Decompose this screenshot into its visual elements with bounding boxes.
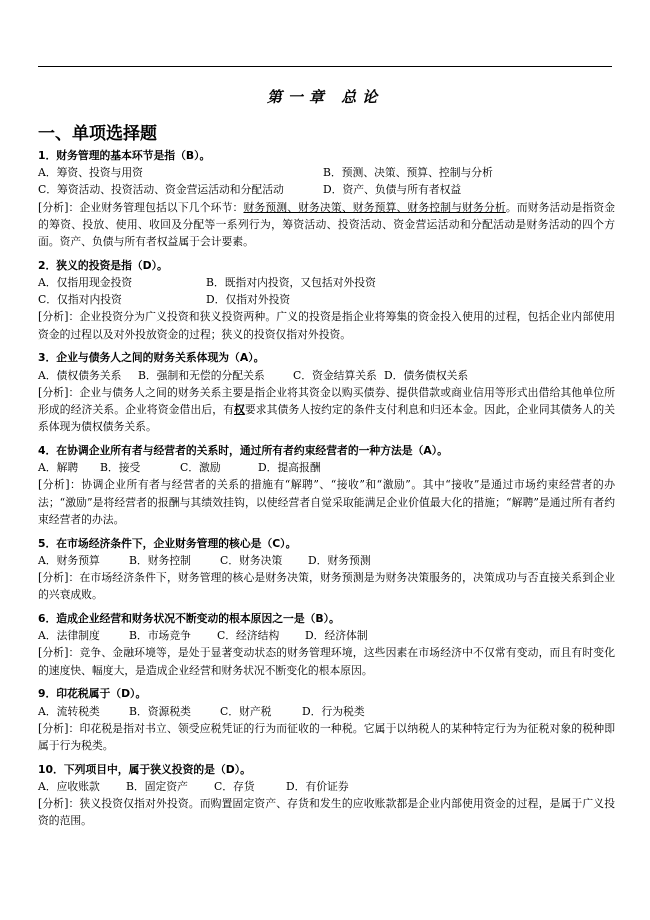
option-a: A．仅指用现金投资 (38, 276, 133, 290)
option-c: C．仅指对内投资 (38, 293, 122, 307)
analysis-part: 要求其债务人按约定的条件支付利息和归还本金。因此，企业同其债务人的关系体现为债权债务关系。 (38, 403, 616, 434)
option-b: B．固定资产 (126, 780, 188, 794)
option-d: D．仅指对外投资 (206, 293, 291, 307)
analysis-part: [分析]：企业与债务人之间的财务关系主要是指企业将其资金以购买债券、提供借款或商业信用等形式出借给其他单位所形成的经济关系。企业将资金借出后，有 (38, 385, 615, 417)
question-10 (38, 761, 615, 830)
option-b: B．强制和无偿的分配关系 (138, 368, 265, 382)
option-a: A．解聘 (38, 461, 79, 475)
question-2 (38, 257, 615, 343)
option-d: D．经济体制 (305, 629, 368, 643)
options-row (38, 459, 615, 476)
options-row (38, 274, 615, 291)
analysis-part: 。而财务活动是指资金的筹资、投放、使用、收回及分配等一系列行为，筹资活动、投资活动、资金营运活动和分配活动是财务活动的四个方面。资产、负债与所有者权益属于会计要素。 (38, 200, 616, 249)
question-1 (38, 147, 615, 250)
question-5 (38, 535, 615, 604)
option-c: C．经济结构 (217, 629, 280, 643)
analysis-underlined: 财务预测、财务决策、财务预算、财务控制与财务分析 (243, 200, 506, 214)
option-c: C．存货 (214, 780, 255, 794)
analysis-text (38, 384, 615, 436)
analysis-text: [分析]：在市场经济条件下，财务管理的核心是财务决策，财务预测是为财务决策服务的，决策成功与否直接关系到企业的兴衰成败。 (38, 571, 615, 602)
chapter-title: 第一章 总论 (266, 88, 384, 106)
analysis-emphasis: 权 (234, 403, 245, 417)
question-6 (38, 610, 615, 679)
question-list (38, 147, 615, 836)
question-9 (38, 685, 615, 754)
question-title: 2．狭义的投资是指（D）。 (38, 258, 168, 272)
options-row (38, 164, 615, 181)
question-4 (38, 442, 615, 528)
question-title: 4．在协调企业所有者与经营者的关系时，通过所有者约束经营者的一种方法是（A）。 (38, 444, 448, 458)
options-row (38, 703, 615, 720)
option-a: A．流转税类 (38, 704, 100, 718)
option-a: A．财务预算 (38, 553, 100, 567)
analysis-text: [分析]：印花税是指对书立、领受应税凭证的行为而征收的一种税。它属于以纳税人的某种特定行为为征税对象的税种即属于行为税类。 (38, 721, 615, 753)
options-row (38, 552, 615, 569)
option-a: A．法律制度 (38, 629, 100, 643)
header-rule (38, 66, 612, 67)
option-b: B．财务控制 (129, 553, 191, 567)
analysis-text: [分析]：企业投资分为广义投资和狭义投资两种。广义的投资是指企业将筹集的资金投入使用的过程，包括企业内部使用资金的过程以及对外投放资金的过程；狭义的投资仅指对外投资。 (38, 310, 615, 341)
option-c: C．资金结算关系 (293, 368, 377, 382)
option-a: A．应收账款 (38, 780, 100, 794)
analysis-text: [分析]：协调企业所有者与经营者的关系的措施有“解聘”、“接收”和“激励”。其中“接收”是通过市场约束经营者的办法；“激励”是将经营者的报酬与其绩效挂钩，以使经营者自觉采取能满足企业价值最大化的措施；“解聘”是通过所有者约束经营者的办法。 (38, 478, 615, 526)
option-c: C．激励 (180, 461, 221, 475)
options-row (38, 291, 615, 308)
option-a: A．筹资、投资与用资 (38, 166, 143, 180)
option-d: D．提高报酬 (258, 461, 321, 475)
option-b: B．市场竞争 (129, 629, 191, 643)
section-title: 一、单项选择题 (38, 124, 157, 144)
option-b: B．资源税类 (129, 704, 191, 718)
options-row (38, 181, 615, 198)
question-title: 1．财务管理的基本环节是指（B）。 (38, 149, 211, 162)
option-b: B．既指对内投资，又包括对外投资 (206, 276, 376, 290)
options-row (38, 627, 615, 644)
option-c: C．筹资活动、投资活动、资金营运活动和分配活动 (38, 183, 284, 197)
option-b: B．预测、决策、预算、控制与分析 (323, 166, 493, 180)
options-row (38, 778, 615, 795)
question-title: 6．造成企业经营和财务状况不断变动的根本原因之一是（B）。 (38, 612, 340, 626)
option-c: C．财务决策 (220, 553, 283, 567)
question-title: 3．企业与债务人之间的财务关系体现为（A）。 (38, 351, 265, 365)
option-a: A．债权债务关系 (38, 368, 122, 382)
option-d: D．债务债权关系 (384, 368, 469, 382)
analysis-text (38, 199, 615, 251)
option-d: D．资产、负债与所有者权益 (323, 183, 462, 197)
option-d: D．财务预测 (308, 553, 371, 567)
options-row (38, 367, 615, 384)
analysis-text: [分析]：竞争、金融环境等，是处于显著变动状态的财务管理环境，这些因素在市场经济中不仅常有变动，而且有时变化的速度快、幅度大，是造成企业经营和财务状况不断变化的根本原因。 (38, 646, 615, 677)
option-c: C．财产税 (220, 704, 272, 718)
analysis-text: [分析]：狭义投资仅指对外投资。而购置固定资产、存货和发生的应收账款都是企业内部使用资金的过程，是属于广义投资的范围。 (38, 797, 615, 828)
question-title: 5．在市场经济条件下，企业财务管理的核心是（C）。 (38, 536, 297, 550)
question-title: 10．下列项目中，属于狭义投资的是（D）。 (38, 762, 251, 776)
question-title: 9．印花税属于（D）。 (38, 687, 147, 701)
option-b: B．接受 (100, 461, 141, 475)
analysis-part: [分析]：企业财务管理包括以下几个环节： (38, 200, 244, 214)
option-d: D．有价证券 (286, 780, 349, 794)
option-d: D．行为税类 (302, 704, 365, 718)
question-3 (38, 349, 615, 435)
